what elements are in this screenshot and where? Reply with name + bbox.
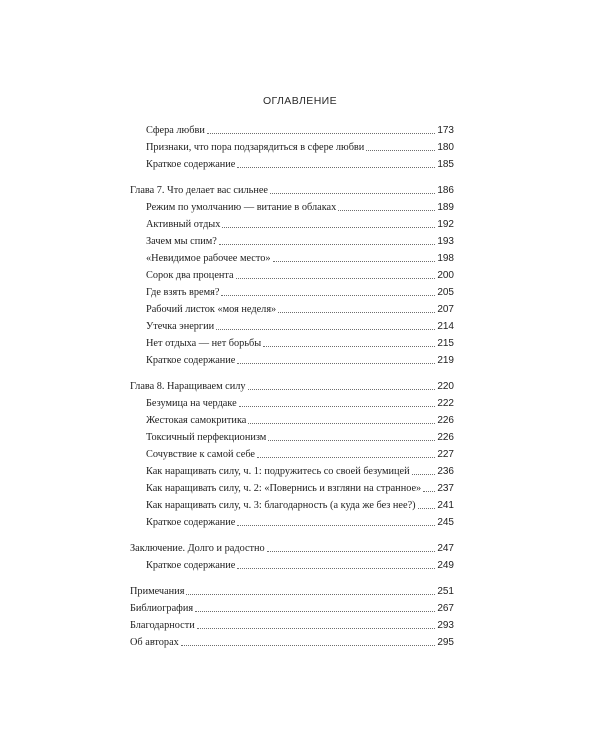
toc-page-number: 220 (437, 381, 454, 392)
toc-page-number: 192 (437, 219, 454, 230)
toc-subentry[interactable] (130, 139, 454, 156)
dot-leader (222, 227, 435, 228)
toc-subentry[interactable] (130, 497, 454, 514)
toc-page-number: 193 (437, 236, 454, 247)
toc-page-number: 249 (437, 560, 454, 571)
toc-page-number: 219 (437, 355, 454, 366)
dot-leader (186, 594, 435, 595)
toc-subentry[interactable] (130, 122, 454, 139)
toc-subentry[interactable] (130, 557, 454, 574)
toc-page-number: 226 (437, 415, 454, 426)
toc-subentry[interactable] (130, 480, 454, 497)
toc-section (130, 583, 454, 651)
toc-subentry[interactable] (130, 284, 454, 301)
toc-chapter-entry[interactable] (130, 600, 454, 617)
toc-subentry[interactable] (130, 318, 454, 335)
toc-page-number: 247 (437, 543, 454, 554)
toc-subentry[interactable] (130, 514, 454, 531)
dot-leader (257, 457, 435, 458)
toc-page-number: 222 (437, 398, 454, 409)
toc-entry-label: Глава 7. Что делает вас сильнее (130, 185, 269, 196)
toc-page-number: 200 (437, 270, 454, 281)
toc-entry-label: Токсичный перфекционизм (146, 432, 267, 443)
toc-entry-label: Сочувствие к самой себе (146, 449, 255, 460)
toc-subentry[interactable] (130, 267, 454, 284)
dot-leader (181, 645, 436, 646)
dot-leader (239, 406, 436, 407)
toc-entry-label: Краткое содержание (146, 355, 236, 366)
toc-page-number: 189 (437, 202, 454, 213)
dot-leader (248, 389, 436, 390)
toc-entry-label: Как наращивать силу, ч. 2: «Повернись и взгляни на странное» (146, 483, 422, 494)
toc-page-number: 205 (437, 287, 454, 298)
dot-leader (236, 278, 436, 279)
toc-entry-label: Краткое содержание (146, 517, 236, 528)
toc-entry-label: Как наращивать силу, ч. 3: благодарность (а куда же без нее?) (146, 500, 416, 511)
toc-subentry[interactable] (130, 335, 454, 352)
dot-leader (207, 133, 435, 134)
dot-leader (263, 346, 435, 347)
toc-entry-label: Краткое содержание (146, 159, 236, 170)
toc-entry-label: Глава 8. Наращиваем силу (130, 381, 246, 392)
toc-page-number: 198 (437, 253, 454, 264)
toc-page-number: 293 (437, 620, 454, 631)
toc-page-number: 226 (437, 432, 454, 443)
toc-entry-label: «Невидимое рабочее место» (146, 253, 271, 264)
toc-entry-label: Режим по умолчанию — витание в облаках (146, 202, 337, 213)
toc-entry-label: Краткое содержание (146, 560, 236, 571)
toc-entry-label: Нет отдыха — нет борьбы (146, 338, 262, 349)
toc-subentry[interactable] (130, 395, 454, 412)
toc-subentry[interactable] (130, 199, 454, 216)
toc-page-number: 214 (437, 321, 454, 332)
toc-chapter-entry[interactable] (130, 617, 454, 634)
toc-subentry[interactable] (130, 429, 454, 446)
toc-entry-label: Библиография (130, 603, 194, 614)
toc-section (130, 540, 454, 574)
toc-entry-label: Признаки, что пора подзарядиться в сфере любви (146, 142, 365, 153)
toc-section (130, 122, 454, 173)
toc-page-number: 236 (437, 466, 454, 477)
toc-entry-label: Сфера любви (146, 125, 205, 136)
toc-subentry[interactable] (130, 412, 454, 429)
dot-leader (237, 525, 435, 526)
toc-entry-label: Активный отдых (146, 219, 221, 230)
toc-page-number: 207 (437, 304, 454, 315)
dot-leader (338, 210, 435, 211)
toc-page-number: 180 (437, 142, 454, 153)
dot-leader (418, 508, 436, 509)
toc-subentry[interactable] (130, 250, 454, 267)
toc-page-number: 237 (437, 483, 454, 494)
toc-page-number: 245 (437, 517, 454, 528)
toc-page-number: 185 (437, 159, 454, 170)
dot-leader (268, 440, 435, 441)
toc-subentry[interactable] (130, 216, 454, 233)
toc-page-number: 267 (437, 603, 454, 614)
toc-subentry[interactable] (130, 352, 454, 369)
page-title: ОГЛАВЛЕНИЕ (262, 95, 338, 107)
toc-chapter-entry[interactable] (130, 634, 454, 651)
toc-page-number: 241 (437, 500, 454, 511)
toc-chapter-entry[interactable] (130, 378, 454, 395)
toc-entry-label: Об авторах (130, 637, 179, 648)
toc-entry-label: Где взять время? (146, 287, 220, 298)
toc-entry-label: Благодарности (130, 620, 195, 631)
toc-subentry[interactable] (130, 463, 454, 480)
toc-chapter-entry[interactable] (130, 182, 454, 199)
toc-subentry[interactable] (130, 446, 454, 463)
dot-leader (237, 363, 435, 364)
dot-leader (197, 628, 436, 629)
toc-page-number: 186 (437, 185, 454, 196)
toc-section (130, 378, 454, 531)
toc-entry-label: Утечка энергии (146, 321, 215, 332)
dot-leader (366, 150, 435, 151)
toc-entry-label: Жестокая самокритика (146, 415, 247, 426)
toc-subentry[interactable] (130, 301, 454, 318)
toc-chapter-entry[interactable] (130, 583, 454, 600)
toc-entry-label: Сорок два процента (146, 270, 234, 281)
dot-leader (216, 329, 435, 330)
dot-leader (273, 261, 436, 262)
dot-leader (237, 167, 435, 168)
dot-leader (267, 551, 436, 552)
toc-entry-label: Безумица на чердаке (146, 398, 237, 409)
dot-leader (219, 244, 435, 245)
toc-chapter-entry[interactable] (130, 540, 454, 557)
toc-section (130, 182, 454, 369)
toc-page-number: 173 (437, 125, 454, 136)
toc-page-number: 295 (437, 637, 454, 648)
toc-entry-label: Как наращивать силу, ч. 1: подружитесь со своей безумицей (146, 466, 410, 477)
toc-entry-label: Зачем мы спим? (146, 236, 217, 247)
toc-entry-label: Заключение. Долго и радостно (130, 543, 265, 554)
dot-leader (248, 423, 435, 424)
toc-page-number: 251 (437, 586, 454, 597)
dot-leader (412, 474, 436, 475)
dot-leader (195, 611, 435, 612)
dot-leader (270, 193, 435, 194)
dot-leader (237, 568, 435, 569)
toc-page-number: 227 (437, 449, 454, 460)
dot-leader (221, 295, 435, 296)
dot-leader (423, 491, 435, 492)
toc-subentry[interactable] (130, 156, 454, 173)
toc-subentry[interactable] (130, 233, 454, 250)
toc-page-number: 215 (437, 338, 454, 349)
table-of-contents (130, 122, 454, 651)
toc-entry-label: Примечания (130, 586, 185, 597)
toc-entry-label: Рабочий листок «моя неделя» (146, 304, 277, 315)
dot-leader (278, 312, 435, 313)
